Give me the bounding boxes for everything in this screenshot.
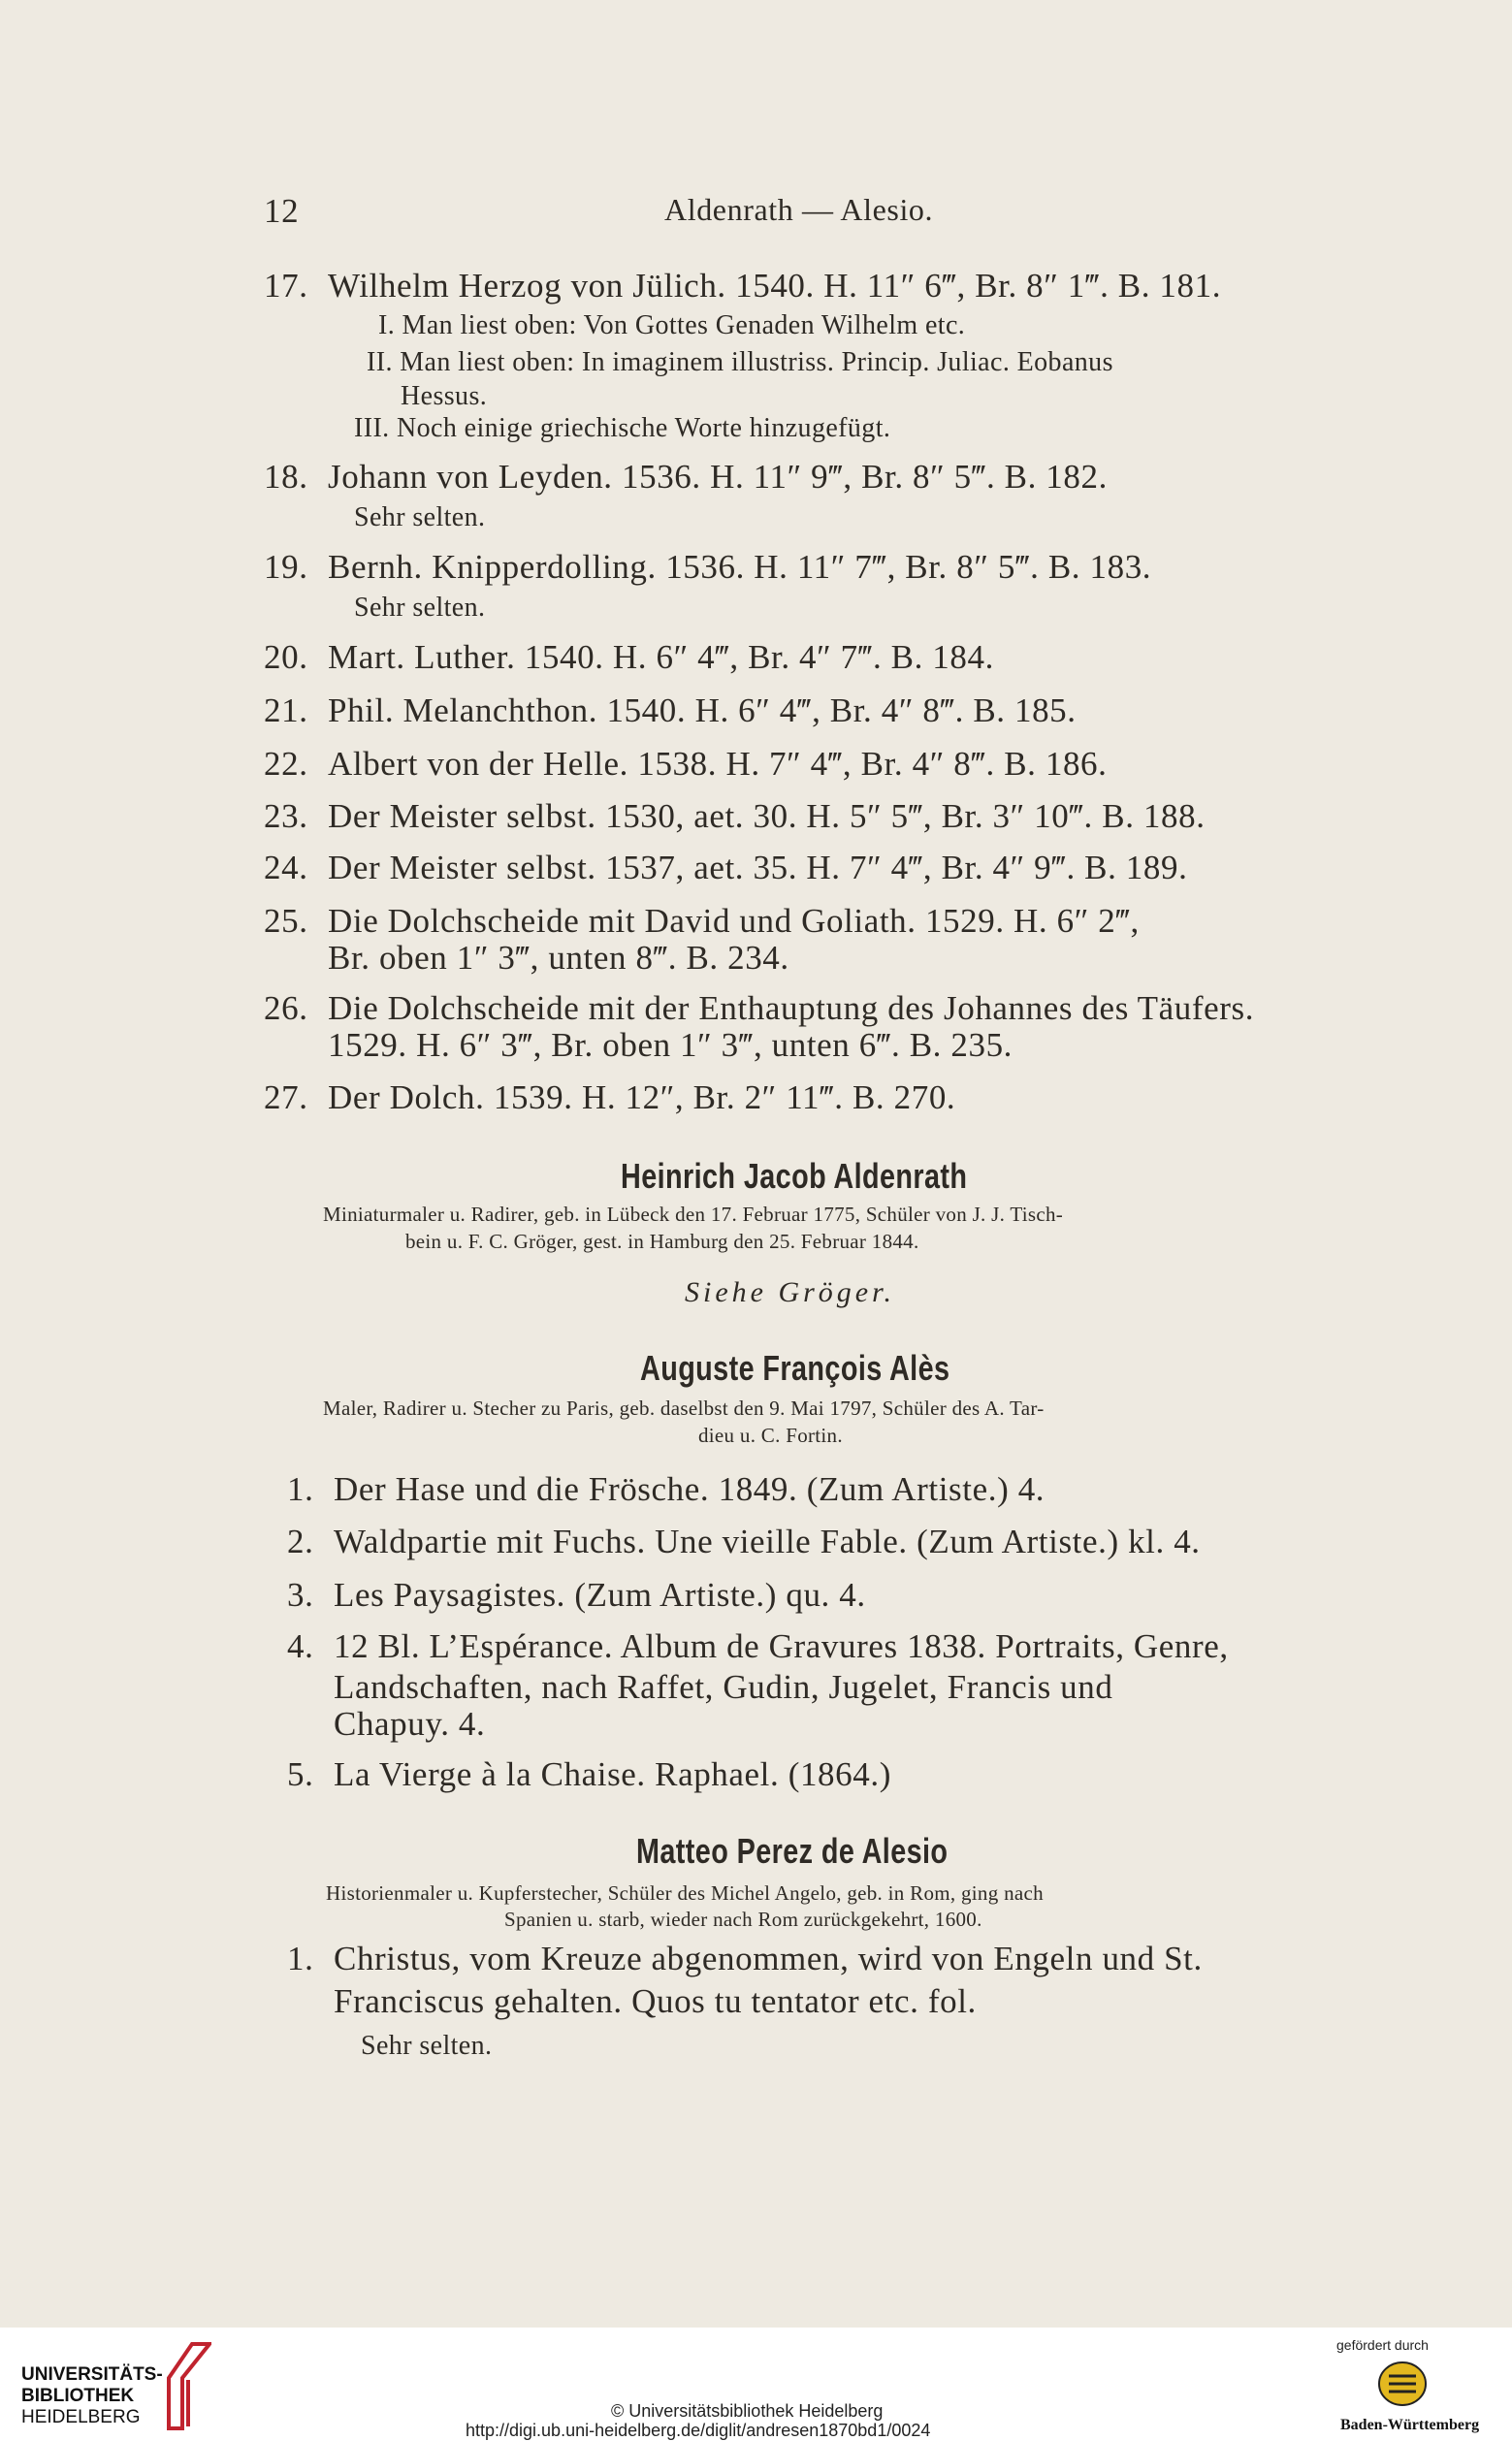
entry-note: II. Man liest oben: In imaginem illustriss. Princip. Juliac. Eobanus [367, 347, 1113, 377]
entry-number: 22. [264, 745, 308, 783]
permalink[interactable]: http://digi.ub.uni-heidelberg.de/diglit/andresen1870bd1/0024 [466, 2421, 931, 2440]
entry-text: La Vierge à la Chaise. Raphael. (1864.) [334, 1755, 891, 1793]
entry-text: Der Dolch. 1539. H. 12″, Br. 2″ 11‴. B. 270. [328, 1078, 956, 1116]
entry-number: 26. [264, 989, 308, 1027]
entry-note: Sehr selten. [354, 502, 486, 532]
entry-text-cont: 1529. H. 6″ 3‴, Br. oben 1″ 3‴, unten 6‴. B. 235. [328, 1026, 1013, 1064]
entry-text: Johann von Leyden. 1536. H. 11″ 9‴, Br. 8″ 5‴. B. 182. [328, 458, 1108, 496]
coat-of-arms-icon [1375, 2357, 1430, 2411]
artist-bio: Spanien u. starb, wieder nach Rom zurückgekehrt, 1600. [504, 1908, 982, 1931]
entry-text: 12 Bl. L’Espérance. Album de Gravures 1838. Portraits, Genre, [334, 1627, 1229, 1665]
entry-number: 1. [287, 1470, 314, 1508]
entry-number: 3. [287, 1576, 314, 1614]
entry-number: 24. [264, 849, 308, 886]
entry-text: Albert von der Helle. 1538. H. 7″ 4‴, Br. 4″ 8‴. B. 186. [328, 745, 1108, 783]
entry-text: Die Dolchscheide mit David und Goliath. 1529. H. 6″ 2‴, [328, 902, 1140, 940]
library-logo-icon [163, 2339, 211, 2431]
entry-number: 1. [287, 1940, 314, 1977]
entry-text-cont: Franciscus gehalten. Quos tu tentator etc. fol. [334, 1982, 977, 2020]
entry-text-cont: Landschaften, nach Raffet, Gudin, Jugelet, Francis und [334, 1668, 1113, 1706]
artist-bio: bein u. F. C. Gröger, gest. in Hamburg den 25. Februar 1844. [405, 1230, 919, 1253]
entry-text: Der Meister selbst. 1530, aet. 30. H. 5″ 5‴, Br. 3″ 10‴. B. 188. [328, 797, 1206, 835]
entry-number: 18. [264, 458, 308, 496]
entry-text: Christus, vom Kreuze abgenommen, wird von Engeln und St. [334, 1940, 1203, 1977]
footer-bar [0, 2328, 1512, 2441]
artist-bio: Maler, Radirer u. Stecher zu Paris, geb. daselbst den 9. Mai 1797, Schüler des A. Tar- [323, 1397, 1045, 1420]
entry-text-cont: Chapuy. 4. [334, 1705, 486, 1743]
library-line: BIBLIOTHEK [21, 2386, 135, 2406]
entry-note: I. Man liest oben: Von Gottes Genaden Wilhelm etc. [378, 310, 966, 340]
artist-bio: Historienmaler u. Kupferstecher, Schüler des Michel Angelo, geb. in Rom, ging nach [326, 1881, 1044, 1905]
entry-text: Der Hase und die Frösche. 1849. (Zum Artiste.) 4. [334, 1470, 1046, 1508]
entry-text: Der Meister selbst. 1537, aet. 35. H. 7″ 4‴, Br. 4″ 9‴. B. 189. [328, 849, 1188, 886]
entry-number: 21. [264, 691, 308, 729]
entry-text: Bernh. Knipperdolling. 1536. H. 11″ 7‴, Br. 8″ 5‴. B. 183. [328, 548, 1152, 586]
entry-number: 17. [264, 267, 308, 305]
artist-bio: Miniaturmaler u. Radirer, geb. in Lübeck den 17. Februar 1775, Schüler von J. J. Tisch- [323, 1203, 1064, 1226]
entry-number: 4. [287, 1627, 314, 1665]
entry-note: Sehr selten. [361, 2031, 493, 2061]
funded-by: gefördert durch [1336, 2337, 1429, 2353]
entry-number: 2. [287, 1523, 314, 1560]
entry-number: 23. [264, 797, 308, 835]
library-name [21, 2364, 163, 2428]
entry-text: Die Dolchscheide mit der Enthauptung des Johannes des Täufers. [328, 989, 1255, 1027]
entry-text-cont: Br. oben 1″ 3‴, unten 8‴. B. 234. [328, 939, 789, 977]
entry-text: Waldpartie mit Fuchs. Une vieille Fable. (Zum Artiste.) kl. 4. [334, 1523, 1201, 1560]
running-title: Aldenrath — Alesio. [664, 192, 934, 227]
artist-heading: Auguste François Alès [640, 1348, 950, 1388]
entry-number: 25. [264, 902, 308, 940]
see-also: Siehe Gröger. [685, 1276, 895, 1308]
entry-text: Les Paysagistes. (Zum Artiste.) qu. 4. [334, 1576, 866, 1614]
sponsor-name: Baden-Württemberg [1340, 2417, 1480, 2433]
entry-number: 27. [264, 1078, 308, 1116]
page-number: 12 [264, 192, 300, 230]
library-line: HEIDELBERG [21, 2407, 141, 2427]
copyright: © Universitätsbibliothek Heidelberg [611, 2401, 884, 2421]
entry-text: Mart. Luther. 1540. H. 6″ 4‴, Br. 4″ 7‴. B. 184. [328, 638, 994, 676]
artist-heading: Heinrich Jacob Aldenrath [621, 1156, 968, 1196]
artist-bio: dieu u. C. Fortin. [698, 1424, 843, 1447]
artist-heading: Matteo Perez de Alesio [636, 1831, 949, 1871]
library-line: UNIVERSITÄTS- [21, 2364, 163, 2385]
entry-note: Sehr selten. [354, 593, 486, 623]
entry-number: 19. [264, 548, 308, 586]
entry-text: Wilhelm Herzog von Jülich. 1540. H. 11″ 6‴, Br. 8″ 1‴. B. 181. [328, 267, 1222, 305]
entry-note: III. Noch einige griechische Worte hinzugefügt. [354, 413, 891, 443]
entry-number: 20. [264, 638, 308, 676]
entry-text: Phil. Melanchthon. 1540. H. 6″ 4‴, Br. 4″ 8‴. B. 185. [328, 691, 1077, 729]
entry-number: 5. [287, 1755, 314, 1793]
entry-note: Hessus. [401, 381, 488, 411]
